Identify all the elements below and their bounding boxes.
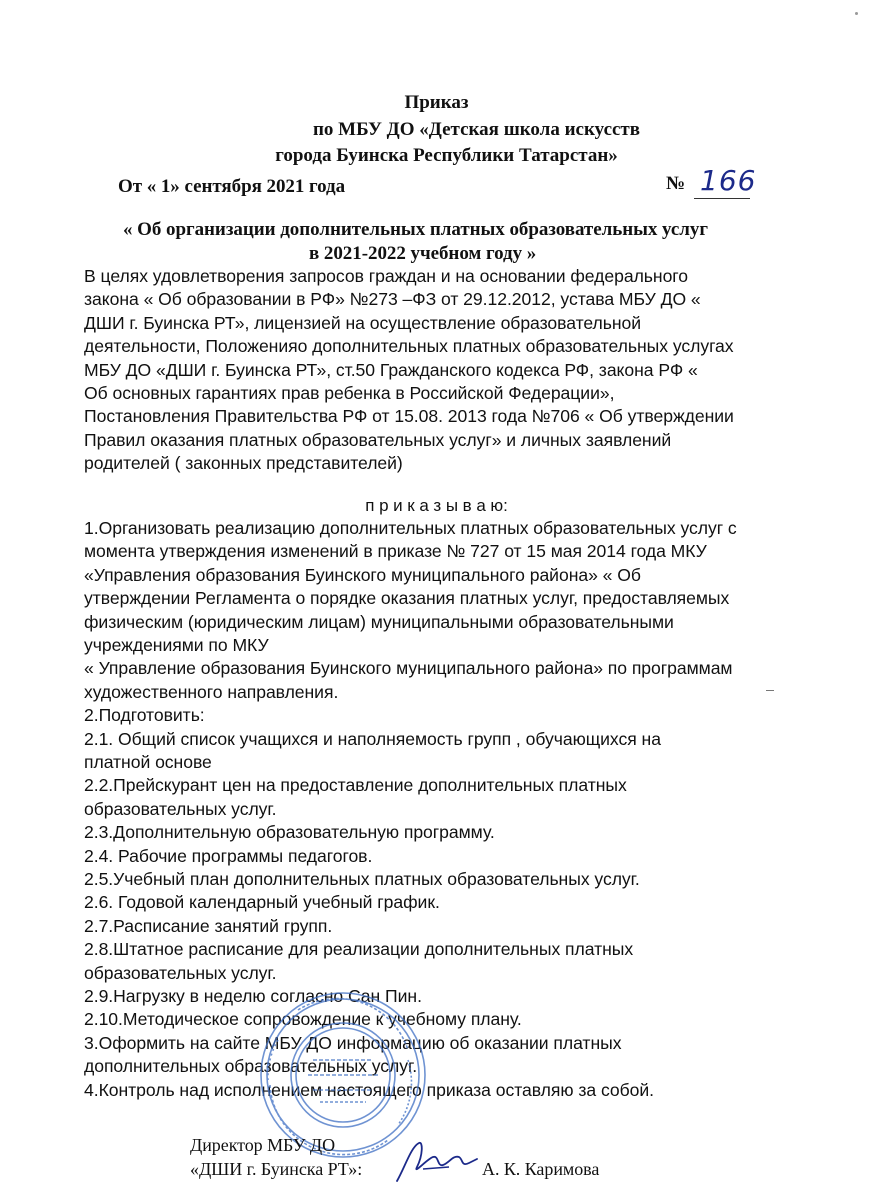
document-title: Приказ: [404, 92, 469, 113]
preamble-line: Правил оказания платных образовательных услуг» и личных заявлений: [84, 429, 672, 450]
signature-title-line-2: «ДШИ г. Буинска РТ»:: [190, 1159, 363, 1179]
body-line: художественного направления.: [84, 681, 339, 702]
preamble-line: закона « Об образовании в РФ» №273 –ФЗ от 29.12.2012, устава МБУ ДО «: [84, 289, 701, 310]
subject-line-1: « Об организации дополнительных платных образовательных услуг: [123, 219, 708, 240]
signature-title-line-1: Директор МБУ ДО: [190, 1135, 336, 1155]
body-line: учреждениями по МКУ: [84, 635, 269, 655]
preamble-line: ДШИ г. Буинска РТ», лицензией на осуществление образовательной: [84, 312, 642, 333]
body-line: 2.3.Дополнительную образовательную программу.: [84, 822, 495, 843]
preamble-line: деятельности, Положенияо дополнительных платных образовательных услугах: [84, 336, 734, 357]
subject-line-2: в 2021-2022 учебном году »: [309, 243, 537, 264]
body-line: 2.5.Учебный план дополнительных платных образовательных услуг.: [84, 869, 640, 889]
preamble-line: Постановления Правительства РФ от 15.08. 2013 года №706 « Об утверждении: [84, 406, 734, 427]
body-line: 2.8.Штатное расписание для реализации дополнительных платных: [84, 939, 634, 960]
body-line: образовательных услуг.: [84, 962, 277, 983]
body-line: 2.9.Нагрузку в неделю согласно Сан Пин.: [84, 986, 422, 1006]
preamble-line: МБУ ДО «ДШИ г. Буинска РТ», ст.50 Гражданского кодекса РФ, закона РФ «: [84, 359, 698, 380]
preamble-line: родителей ( законных представителей): [84, 453, 403, 474]
preamble-line: В целях удовлетворения запросов граждан и на основании федерального: [84, 266, 689, 286]
body-line: 2.2.Прейскурант цен на предоставление дополнительных платных: [84, 775, 627, 796]
body-line: момента утверждения изменений в приказе № 727 от 15 мая 2014 года МКУ: [84, 541, 707, 562]
body-line: 2.10.Методическое сопровождение к учебному плану.: [84, 1009, 522, 1030]
order-number-handwritten: 166: [700, 164, 757, 197]
body-line: 2.1. Общий список учащихся и наполняемость групп , обучающихся на: [84, 728, 661, 749]
body-line: физическим (юридическим лицам) муниципальными образовательными: [84, 611, 674, 632]
preamble-line: Об основных гарантиях прав ребенка в Российской Федерации»,: [84, 383, 615, 403]
body-line: утверждении Регламента о порядке оказания платных услуг, предоставляемых: [84, 588, 730, 609]
body-line: 2.Подготовить:: [84, 705, 205, 726]
body-line: «Управления образования Буинского муниципального района» « Об: [84, 564, 641, 585]
body-line: 4.Контроль над исполнением настоящего приказа оставляю за собой.: [84, 1079, 654, 1100]
margin-mark: [766, 690, 774, 691]
body-line: образовательных услуг.: [84, 798, 277, 819]
body-line: платной основе: [84, 752, 212, 772]
body-line: 2.6. Годовой календарный учебный график.: [84, 892, 440, 913]
scan-speck: [855, 12, 858, 15]
handwritten-signature: [393, 1137, 479, 1187]
body-line: дополнительных образовательных услуг.: [84, 1056, 418, 1077]
order-number-underline: [694, 198, 750, 199]
order-number-label: №: [666, 173, 686, 194]
order-word: п р и к а з ы в а ю:: [365, 496, 508, 515]
body-line: 2.7.Расписание занятий групп.: [84, 915, 333, 936]
signatory-name: А. К. Каримова: [482, 1159, 600, 1179]
organization-line-2: города Буинска Республики Татарстан»: [275, 145, 618, 166]
body-line: « Управление образования Буинского муниципального района» по программам: [84, 658, 733, 679]
order-date: От « 1» сентября 2021 года: [118, 176, 346, 197]
organization-line-1: по МБУ ДО «Детская школа искусств: [312, 119, 641, 140]
body-line: 3.Оформить на сайте МБУ ДО информацию об оказании платных: [84, 1032, 622, 1053]
body-line: 1.Организовать реализацию дополнительных платных образовательных услуг с: [84, 518, 737, 538]
body-line: 2.4. Рабочие программы педагогов.: [84, 845, 373, 866]
